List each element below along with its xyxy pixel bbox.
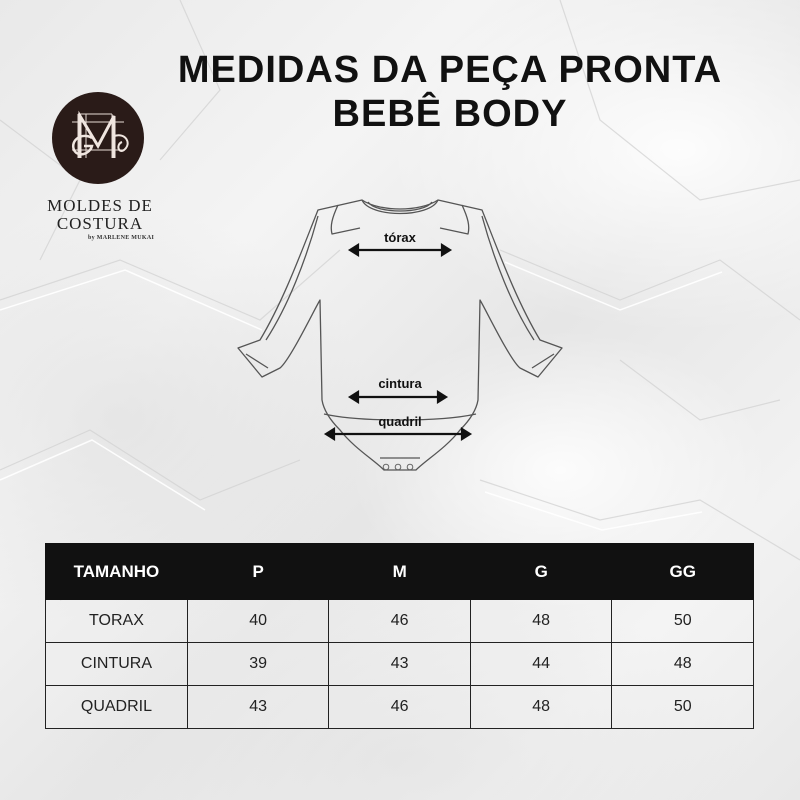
logo-text-line-1: MOLDES DE [47, 196, 153, 215]
baby-body-diagram [220, 190, 580, 495]
table-row [46, 643, 754, 686]
table-row [46, 686, 754, 729]
row-label: TORAX [46, 600, 188, 643]
row-label: CINTURA [46, 643, 188, 686]
column-header-g: G [470, 544, 612, 600]
row-label: QUADRIL [46, 686, 188, 729]
torax-label: tórax [384, 230, 416, 245]
table-cell: 40 [187, 600, 329, 643]
logo-text-line-2: COSTURA [56, 214, 144, 233]
title-line-1: MEDIDAS DA PEÇA PRONTA [177, 49, 723, 91]
title-line-2: BEBÊ BODY [332, 93, 568, 135]
logo-emblem [52, 92, 144, 184]
table-cell: 48 [470, 600, 612, 643]
table-cell: 44 [470, 643, 612, 686]
table-cell: 48 [470, 686, 612, 729]
logo-byline: by MARLENE MUKAI [88, 235, 155, 241]
measurements-table [45, 543, 754, 729]
table-cell: 39 [187, 643, 329, 686]
quadril-label: quadril [378, 414, 422, 429]
table-row [46, 600, 754, 643]
table-cell: 48 [612, 643, 754, 686]
column-header-gg: GG [612, 544, 754, 600]
table-cell: 46 [329, 686, 471, 729]
monogram-icon [52, 92, 144, 184]
table-cell: 50 [612, 600, 754, 643]
page-title [150, 48, 750, 136]
table-cell: 43 [187, 686, 329, 729]
brand-logo [40, 92, 160, 252]
table-cell: 43 [329, 643, 471, 686]
table-cell: 46 [329, 600, 471, 643]
cintura-label: cintura [378, 376, 422, 391]
table-header-row [46, 544, 754, 600]
column-header-size: TAMANHO [46, 544, 188, 600]
column-header-m: M [329, 544, 471, 600]
table-cell: 50 [612, 686, 754, 729]
column-header-p: P [187, 544, 329, 600]
